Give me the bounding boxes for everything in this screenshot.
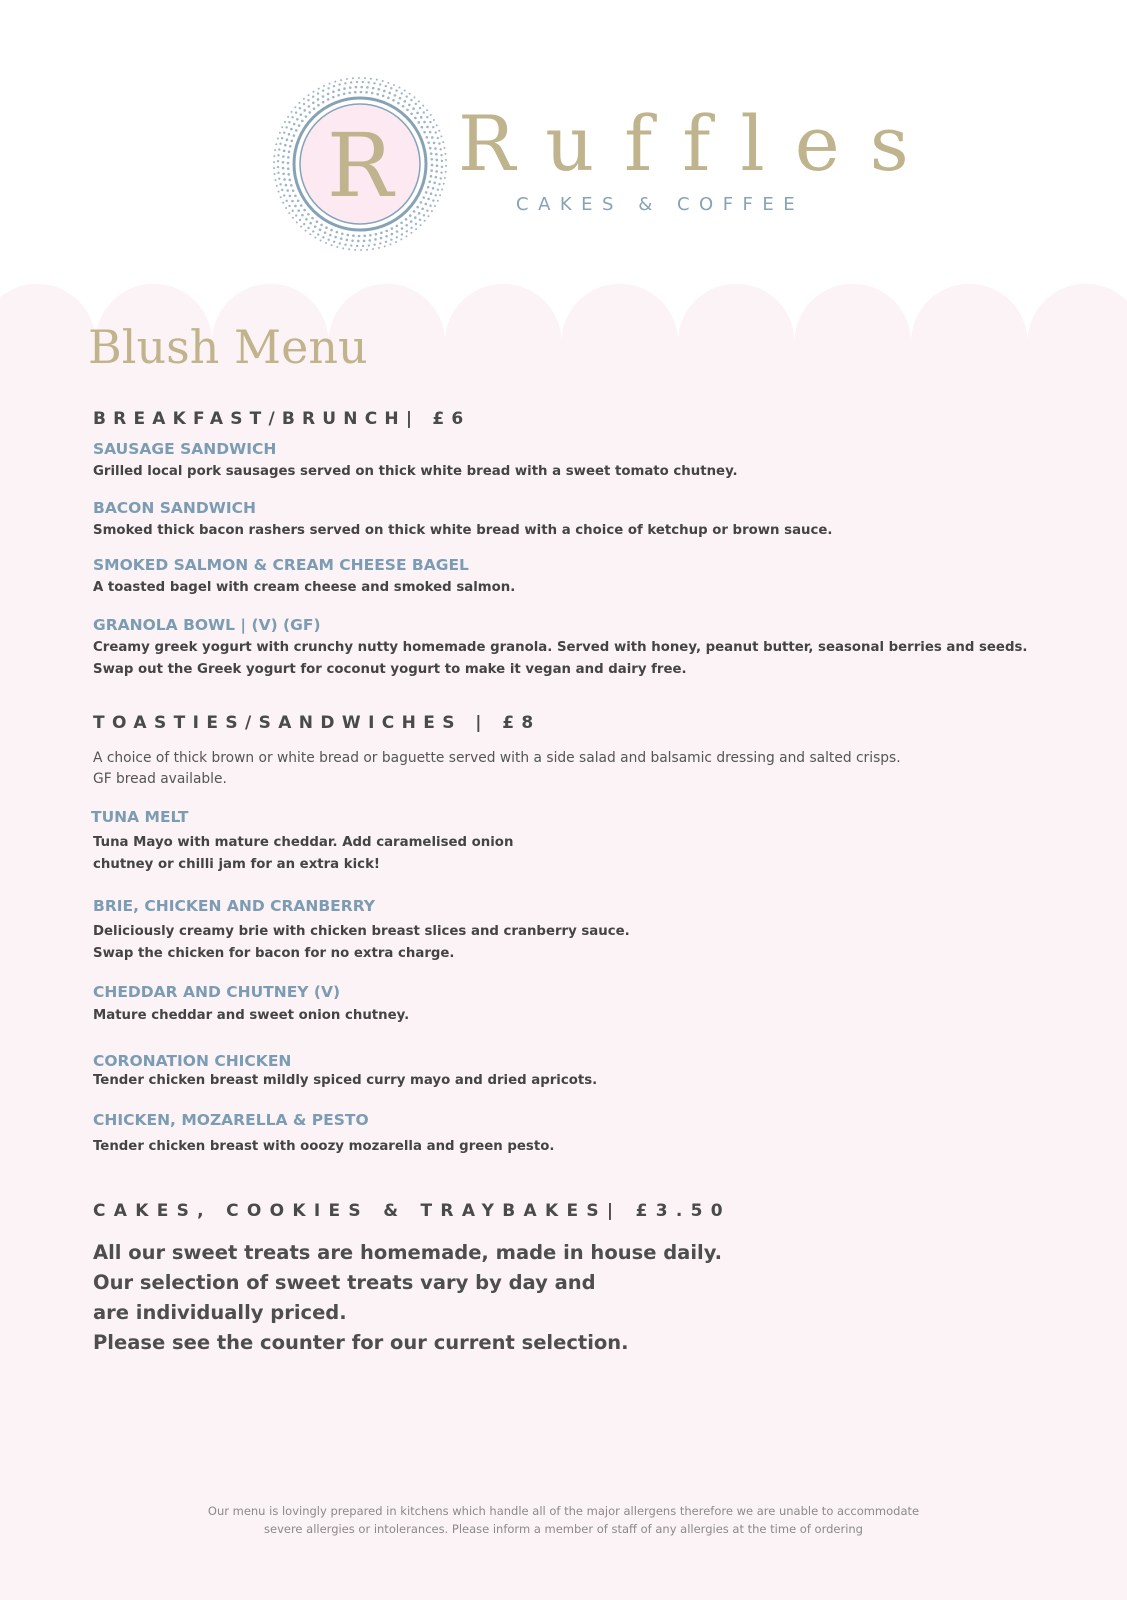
section-heading-toasties: TOASTIES/SANDWICHES | £8	[93, 713, 541, 733]
logo-tagline: CAKES & COFFEE	[516, 194, 805, 215]
item-name-tuna-melt: TUNA MELT	[91, 808, 189, 826]
item-desc-chicken-mozarella-pesto: Tender chicken breast with ooozy mozarella and green pesto.	[93, 1139, 555, 1154]
item-desc-brie-chicken-cranberry: Deliciously creamy brie with chicken breast slices and cranberry sauce. Swap the chicken for bacon for no extra charge.	[93, 924, 630, 961]
item-name-sausage-sandwich: SAUSAGE SANDWICH	[93, 440, 277, 458]
allergen-notice: Our menu is lovingly prepared in kitchens which handle all of the major allergens therefore we are unable to accommodate severe allergies or intolerances. Please inform a member of staff of any allergies at the time of ordering	[207, 1504, 920, 1536]
section-heading-cakes: CAKES, COOKIES & TRAYBAKES| £3.50	[93, 1201, 731, 1221]
item-desc-salmon-bagel: A toasted bagel with cream cheese and smoked salmon.	[93, 580, 516, 595]
item-desc-bacon-sandwich: Smoked thick bacon rashers served on thick white bread with a choice of ketchup or brown sauce.	[93, 523, 833, 538]
logo-wordmark: Ruffles	[458, 99, 939, 188]
item-name-brie-chicken-cranberry: BRIE, CHICKEN AND CRANBERRY	[93, 897, 376, 915]
item-name-granola-bowl: GRANOLA BOWL | (V) (GF)	[93, 616, 321, 634]
toasties-intro: A choice of thick brown or white bread or baguette served with a side salad and balsamic dressing and salted crisps. GF bread available.	[93, 750, 901, 787]
item-name-bacon-sandwich: BACON SANDWICH	[93, 499, 256, 517]
menu-title: Blush Menu	[88, 320, 368, 374]
cakes-description: All our sweet treats are homemade, made in house daily. Our selection of sweet treats vary by day and are individually priced. Please see the counter for our current selection.	[93, 1241, 723, 1354]
item-name-coronation-chicken: CORONATION CHICKEN	[93, 1052, 292, 1070]
item-desc-coronation-chicken: Tender chicken breast mildly spiced curry mayo and dried apricots.	[93, 1073, 598, 1088]
logo-emblem	[272, 76, 448, 252]
logo-monogram: R	[326, 114, 394, 217]
item-name-chicken-mozarella-pesto: CHICKEN, MOZARELLA & PESTO	[93, 1111, 369, 1129]
logo	[272, 76, 939, 252]
section-heading-breakfast: BREAKFAST/BRUNCH| £6	[93, 409, 471, 429]
item-desc-tuna-melt: Tuna Mayo with mature cheddar. Add caramelised onion chutney or chilli jam for an extra kick!	[93, 835, 514, 872]
item-desc-cheddar-chutney: Mature cheddar and sweet onion chutney.	[93, 1008, 410, 1023]
item-desc-granola-bowl: Creamy greek yogurt with crunchy nutty homemade granola. Served with honey, peanut butter, seasonal berries and seeds. Swap out the Greek yogurt for coconut yogurt to make it vegan and dairy free.	[93, 640, 1028, 677]
item-name-salmon-bagel: SMOKED SALMON & CREAM CHEESE BAGEL	[93, 556, 469, 574]
item-desc-sausage-sandwich: Grilled local pork sausages served on thick white bread with a sweet tomato chutney.	[93, 464, 738, 479]
item-name-cheddar-chutney: CHEDDAR AND CHUTNEY (V)	[93, 983, 341, 1001]
